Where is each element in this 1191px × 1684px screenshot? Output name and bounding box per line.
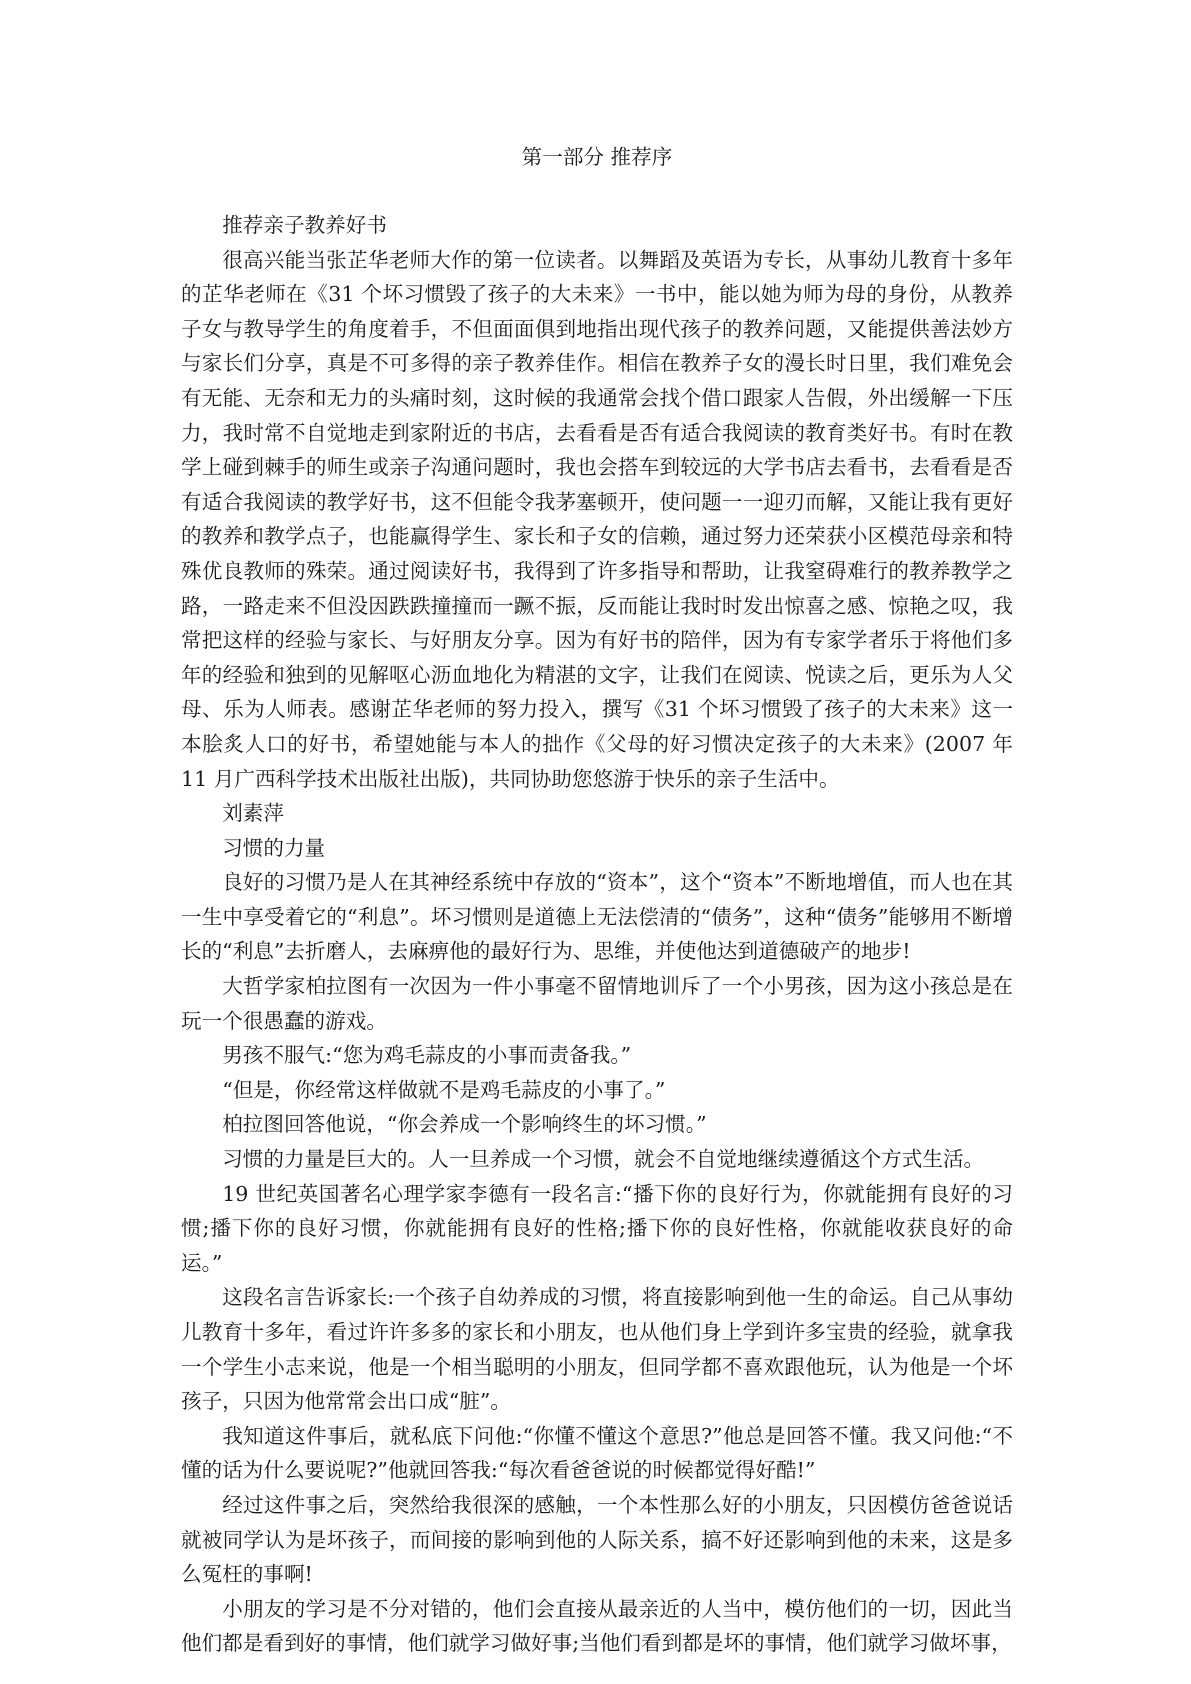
- paragraph-habit-title: 习惯的力量: [222, 835, 326, 860]
- paragraph-quote: 19 世纪英国著名心理学家李德有一段名言:“播下你的良好行为，你就能拥有良好的习惯;播下你的良好习惯，你就能拥有良好的性格;播下你的良好性格，你就能收获良好的命运。”: [181, 1181, 1013, 1275]
- paragraph-habit-power: 习惯的力量是巨大的。人一旦养成一个习惯，就会不自觉地继续遵循这个方式生活。: [222, 1147, 985, 1172]
- paragraph-learning: 小朋友的学习是不分对错的，他们会直接从最亲近的人当中，模仿他们的一切，因此当他们都是看到好的事情，他们就学习做好事;当他们看到都是坏的事情，他们就学习做坏事，: [181, 1596, 1013, 1656]
- paragraph-dialogue: 我知道这件事后，就私底下问他:“你懂不懂这个意思?”他总是回答不懂。我又问他:“不懂的话为什么要说呢?”他就回答我:“每次看爸爸说的时候都觉得好酷!”: [181, 1423, 1013, 1483]
- paragraph-recommend-title: 推荐亲子教养好书: [222, 213, 387, 237]
- section-title-text: 第一部分 推荐序: [521, 145, 673, 169]
- section-title: [181, 140, 1013, 174]
- paragraph-quote-meaning: 这段名言告诉家长:一个孩子自幼养成的习惯，将直接影响到他一生的命运。自己从事幼儿教育十多年，看过许许多多的家长和小朋友，也从他们身上学到许多宝贵的经验，就拿我一个学生小志来说，他是一个相当聪明的小朋友，但同学都不喜欢跟他玩，认为他是一个坏孩子，只因为他常常会出口成“脏”。: [181, 1285, 1013, 1414]
- paragraph-plato-answer: 柏拉图回答他说，“你会养成一个影响终生的坏习惯。”: [222, 1112, 707, 1137]
- paragraph-reflection: 经过这件事之后，突然给我很深的感触，一个本性那么好的小朋友，只因模仿爸爸说话就被同学认为是坏孩子，而间接的影响到他的人际关系，搞不好还影响到他的未来，这是多么冤枉的事啊!: [181, 1492, 1013, 1587]
- paragraph-author-signature: 刘素萍: [222, 801, 284, 826]
- paragraph-boy-reply: 男孩不服气:“您为鸡毛蒜皮的小事而责备我。”: [222, 1043, 632, 1068]
- document-body: [181, 140, 1013, 1661]
- paragraph-but-reply: “但是，你经常这样做就不是鸡毛蒜皮的小事了。”: [222, 1077, 666, 1102]
- paragraph-habit-capital: 良好的习惯乃是人在其神经系统中存放的“资本”，这个“资本”不断地增值，而人也在其一生中享受着它的“利息”。坏习惯则是道德上无法偿清的“债务”，这种“债务”能够用不断增长的“利息”去折磨人，去麻痹他的最好行为、思维，并使他达到道德破产的地步!: [181, 870, 1013, 964]
- paragraph-plato-story: 大哲学家柏拉图有一次因为一件小事毫不留情地训斥了一个小男孩，因为这小孩总是在玩一个很愚蠢的游戏。: [181, 974, 1013, 1033]
- paragraph-recommend-body: 很高兴能当张芷华老师大作的第一位读者。以舞蹈及英语为专长，从事幼儿教育十多年的芷华老师在《31 个坏习惯毁了孩子的大未来》一书中，能以她为师为母的身份，从教养子女与教导学生的角度着手，不但面面俱到地指出现代孩子的教养问题，又能提供善法妙方与家长们分享，真是不可多得的亲子教养佳作。相信在教养子女的漫长时日里，我们难免会有无能、无奈和无力的头痛时刻，这时候的我通常会找个借口跟家人告假，外出缓解一下压力，我时常不自觉地走到家附近的书店，去看看是否有适合我阅读的教育类好书。有时在教学上碰到棘手的师生或亲子沟通问题时，我也会搭车到较远的大学书店去看书，去看看是否有适合我阅读的教学好书，这不但能令我茅塞顿开，使问题一一迎刃而解，又能让我有更好的教养和教学点子，也能赢得学生、家长和子女的信赖，通过努力还荣获小区模范母亲和特殊优良教师的殊荣。通过阅读好书，我得到了许多指导和帮助，让我窒碍难行的教养教学之路，一路走来不但没因跌跌撞撞而一蹶不振，反而能让我时时发出惊喜之感、惊艳之叹，我常把这样的经验与家长、与好朋友分享。因为有好书的陪伴，因为有专家学者乐于将他们多年的经验和独到的见解呕心沥血地化为精湛的文字，让我们在阅读、悦读之后，更乐为人父母、乐为人师表。感谢芷华老师的努力投入，撰写《31 个坏习惯毁了孩子的大未来》这一本脍炙人口的好书，希望她能与本人的拙作《父母的好习惯决定孩子的大未来》(2007 年 11 月广西科学技术出版社出版)，共同协助您悠游于快乐的亲子生活中。: [181, 247, 1013, 791]
